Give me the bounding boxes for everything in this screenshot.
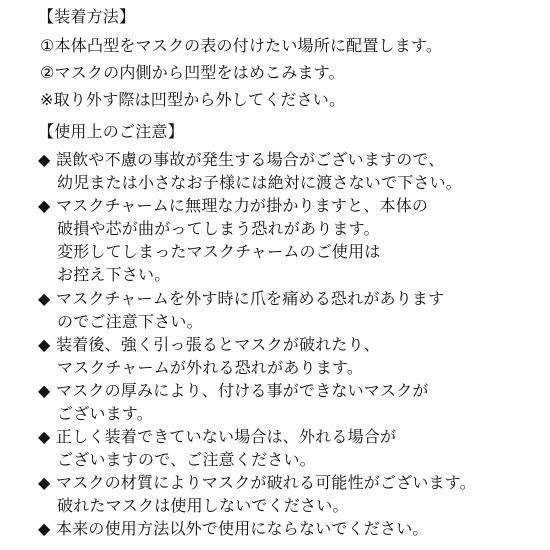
caution-item-1 [38,149,444,171]
install-step-1: ①本体凸型をマスクの表の付けたい場所に配置します。 [40,36,443,55]
caution-item-text: 装着後、強く引っ張るとマスクが破れたり、 [56,335,381,354]
caution-item-text: マスクチャームに無理な力が掛かりますと、本体の [56,196,429,215]
caution-item-1-continuation: 幼児または小さなお子様には絶対に渡さないで下さい。 [57,173,463,192]
bullet-icon: ◆ [38,427,51,446]
caution-item-text: マスクの厚みにより、付ける事ができないマスクが [56,381,429,400]
caution-item-5-continuation: ございます。 [57,404,153,423]
caution-item-text: マスクの材質によりマスクが破れる可能性がございます。 [56,473,476,492]
caution-item-5 [38,380,429,402]
caution-item-3-continuation: のでご注意下さい。 [57,312,203,331]
caution-item-7-continuation: 破れたマスクは使用しないでください。 [57,496,349,515]
caution-item-3 [38,288,444,310]
bullet-icon: ◆ [38,473,51,492]
install-step-2: ②マスクの内側から凹型をはめこみます。 [40,63,345,82]
install-heading: 【装着方法】 [38,7,136,26]
caution-item-text: 正しく装着できていない場合は、外れる場合が [56,427,397,446]
caution-item-2-continuation: 破損や芯が曲がってしまう恐れがあります。 [57,219,380,238]
bullet-icon: ◆ [38,289,51,308]
caution-item-text: 誤飲や不慮の事故が発生する場合がございますので、 [56,150,445,169]
caution-item-2-continuation: 変形してしまったマスクチャームのご使用は [57,242,381,261]
bullet-icon: ◆ [38,335,51,354]
bullet-icon: ◆ [38,196,51,215]
bullet-icon: ◆ [38,150,51,169]
caution-item-8 [38,518,429,540]
caution-item-7 [38,472,476,494]
caution-item-2-continuation: お控え下さい。 [57,265,171,284]
caution-item-text: マスクチャームを外す時に爪を痛める恐れがあります [56,289,445,308]
caution-item-2 [38,195,428,217]
caution-item-6-continuation: ございますので、ご注意ください。 [57,450,316,469]
bullet-icon: ◆ [38,519,51,538]
caution-item-4-continuation: マスクチャームが外れる恐れがあります。 [57,358,364,377]
caution-item-6 [38,426,396,448]
bullet-icon: ◆ [38,381,51,400]
caution-item-text: 本来の使用方法以外で使用にならないでください。 [56,519,429,538]
caution-heading: 【使用上のご注意】 [38,122,184,141]
caution-item-4 [38,334,380,356]
removal-note: ※取り外す際は凹型から外してください。 [40,90,346,109]
